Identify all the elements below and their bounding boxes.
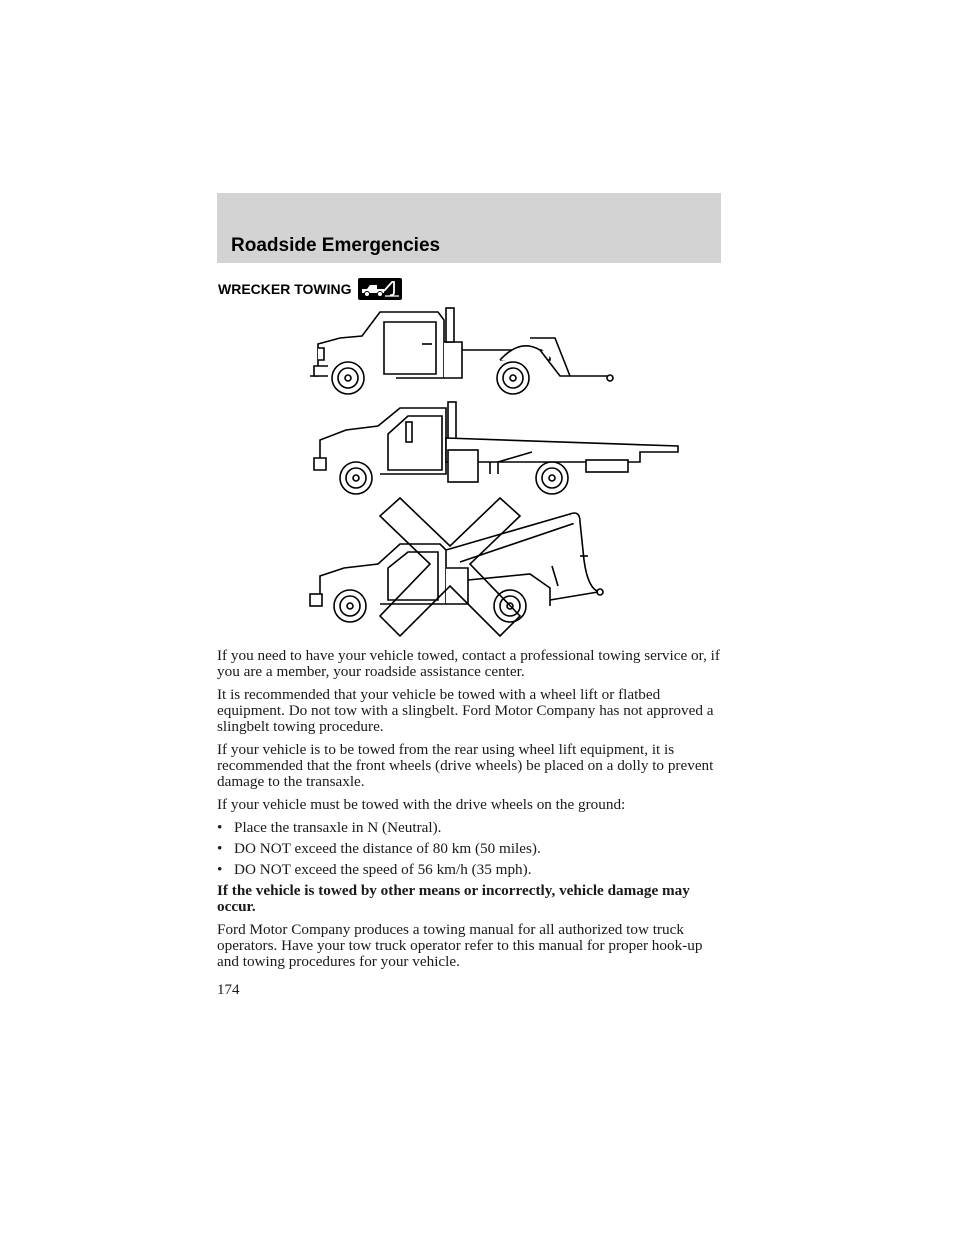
section-heading-text: WRECKER TOWING	[218, 281, 352, 297]
paragraph: It is recommended that your vehicle be towed with a wheel lift or flatbed equipment. Do not tow with a slingbelt. Ford Motor Company has not approved a slingbelt towing procedure.	[217, 686, 714, 735]
paragraph: If you need to have your vehicle towed, contact a professional towing service or, if you are a member, your roadside assistance center.	[217, 647, 720, 680]
bullet-icon: •	[217, 861, 223, 878]
body-text	[217, 648, 723, 977]
tow-truck-icon	[358, 278, 402, 300]
list-item-text: DO NOT exceed the speed of 56 km/h (35 mph).	[234, 861, 532, 878]
list-item	[217, 841, 723, 857]
list-item	[217, 820, 723, 836]
towing-methods-illustration	[300, 300, 690, 640]
page-number: 174	[217, 982, 240, 998]
page-title: Roadside Emergencies	[231, 235, 441, 256]
slingbelt-tow-truck	[310, 513, 603, 622]
paragraph: Ford Motor Company produces a towing manual for all authorized tow truck operators. Have your tow truck operator refer to this manual for proper hook-up and towing procedures for your vehicle.	[217, 921, 703, 970]
bullet-icon: •	[217, 840, 223, 857]
list-item-text: Place the transaxle in N (Neutral).	[234, 819, 442, 836]
bullet-list	[217, 820, 723, 878]
section-heading	[218, 278, 402, 300]
bullet-icon: •	[217, 819, 223, 836]
wheel-lift-tow-truck	[310, 308, 613, 394]
paragraph: If your vehicle is to be towed from the rear using wheel lift equipment, it is recommended that the front wheels (drive wheels) be placed on a dolly to prevent damage to the transaxle.	[217, 741, 714, 790]
flatbed-tow-truck	[314, 402, 678, 494]
paragraph: If your vehicle must be towed with the drive wheels on the ground:	[217, 796, 626, 813]
warning-text: If the vehicle is towed by other means or incorrectly, vehicle damage may occur.	[217, 882, 690, 915]
list-item	[217, 862, 723, 878]
section-header-band	[217, 193, 721, 263]
list-item-text: DO NOT exceed the distance of 80 km (50 miles).	[234, 840, 541, 857]
